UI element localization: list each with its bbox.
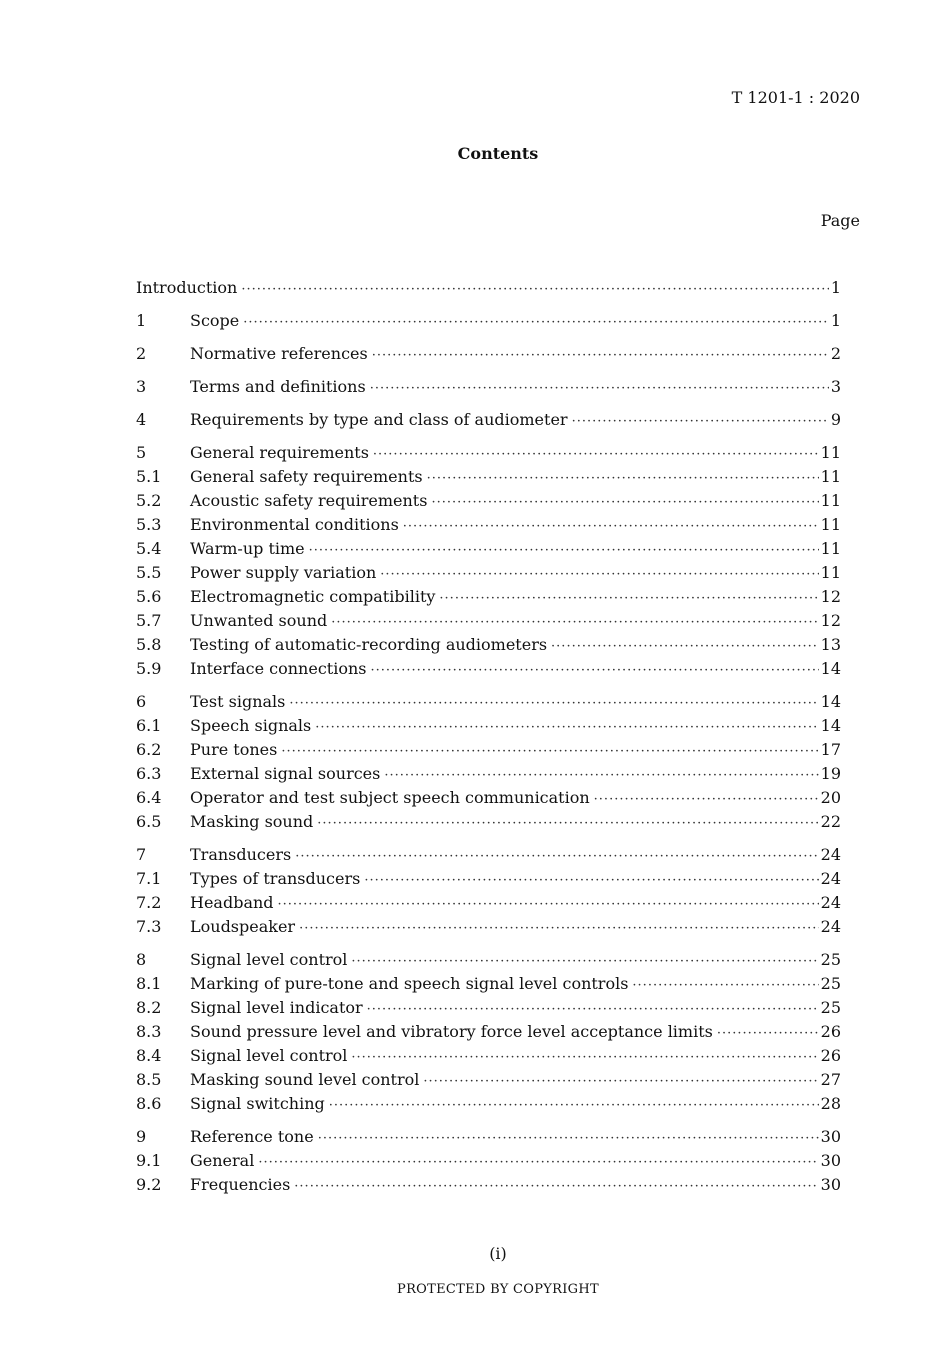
toc-entry-label: Signal switching: [190, 1094, 325, 1113]
toc-entry-label: Masking sound: [190, 812, 314, 831]
toc-entry-page: 11: [820, 539, 841, 558]
toc-entry-label: Masking sound level control: [190, 1070, 420, 1089]
toc-entry-number: 8.3: [136, 1022, 162, 1041]
toc-entry-label: Acoustic safety requirements: [190, 491, 428, 510]
toc-entry-number: 4: [136, 410, 147, 429]
toc-entry[interactable]: [136, 633, 841, 657]
toc-entry[interactable]: [136, 810, 841, 834]
toc-entry[interactable]: [136, 1020, 841, 1044]
toc-entry-page: 11: [820, 467, 841, 486]
toc-entry[interactable]: [136, 690, 841, 714]
toc-entry[interactable]: [136, 408, 841, 432]
toc-entry-number: 9.1: [136, 1151, 162, 1170]
toc-entry-page: 19: [820, 764, 841, 783]
toc-entry-page: 11: [820, 563, 841, 582]
toc-entry[interactable]: [136, 1125, 841, 1149]
toc-entry[interactable]: [136, 1044, 841, 1068]
toc-entry-page: 1: [830, 278, 841, 297]
toc-entry-page: 24: [820, 917, 841, 936]
toc-entry-label: Signal level control: [190, 1046, 348, 1065]
toc-entry-number: 8: [136, 950, 147, 969]
toc-entry-page: 25: [820, 998, 841, 1017]
toc-entry-page: 14: [820, 716, 841, 735]
toc-entry-page: 22: [820, 812, 841, 831]
toc-entry[interactable]: [136, 762, 841, 786]
toc-entry-label: Normative references: [190, 344, 368, 363]
dot-leader: [281, 740, 818, 764]
toc-entry-number: 6.3: [136, 764, 162, 783]
toc-entry-number: 8.4: [136, 1046, 162, 1065]
toc-entry-page: 30: [820, 1127, 841, 1146]
toc-entry-number: 5.3: [136, 515, 162, 534]
toc-entry-number: 9.2: [136, 1175, 162, 1194]
toc-entry-label: General requirements: [190, 443, 369, 462]
dot-leader: [289, 692, 818, 716]
toc-entry-number: 8.5: [136, 1070, 162, 1089]
toc-entry[interactable]: [136, 1092, 841, 1116]
dot-leader: [431, 491, 818, 515]
toc-entry-page: 11: [820, 443, 841, 462]
toc-entry-label: Pure tones: [190, 740, 278, 759]
toc-entry[interactable]: [136, 537, 841, 561]
toc-entry-page: 25: [820, 974, 841, 993]
toc-entry-number: 8.1: [136, 974, 162, 993]
dot-leader: [241, 278, 828, 302]
toc-entry-number: 5.5: [136, 563, 162, 582]
toc-entry-label: Sound pressure level and vibratory force level acceptance limits: [190, 1022, 713, 1041]
page-column-label: Page: [820, 211, 860, 230]
toc-entry[interactable]: [136, 915, 841, 939]
toc-entry[interactable]: [136, 489, 841, 513]
dot-leader: [331, 611, 818, 635]
dot-leader: [351, 950, 818, 974]
toc-entry-label: Loudspeaker: [190, 917, 296, 936]
toc-entry-number: 3: [136, 377, 147, 396]
dot-leader: [299, 917, 819, 941]
toc-entry-number: 6.1: [136, 716, 162, 735]
toc-entry[interactable]: [136, 1068, 841, 1092]
toc-entry[interactable]: [136, 972, 841, 996]
toc-entry-label: External signal sources: [190, 764, 381, 783]
toc-entry-label: Unwanted sound: [190, 611, 328, 630]
toc-entry-label: Speech signals: [190, 716, 312, 735]
toc-entry-number: 5.7: [136, 611, 162, 630]
dot-leader: [364, 869, 818, 893]
copyright-notice: PROTECTED BY COPYRIGHT: [397, 1282, 599, 1297]
toc-entry-page: 20: [820, 788, 841, 807]
toc-entry-label: Warm-up time: [190, 539, 305, 558]
toc-entry-label: Test signals: [190, 692, 286, 711]
document-code: T 1201-1 : 2020: [731, 88, 860, 107]
toc-entry-label: Terms and definitions: [190, 377, 366, 396]
dot-leader: [632, 974, 818, 998]
toc-entry-page: 26: [820, 1022, 841, 1041]
dot-leader: [380, 563, 818, 587]
toc-entry[interactable]: [136, 441, 841, 465]
toc-entry[interactable]: [136, 609, 841, 633]
toc-entry-number: 8.6: [136, 1094, 162, 1113]
dot-leader: [423, 1070, 818, 1094]
toc-entry[interactable]: [136, 738, 841, 762]
toc-entry-number: 5.8: [136, 635, 162, 654]
table-of-contents: [136, 276, 841, 1197]
toc-entry-number: 6.4: [136, 788, 162, 807]
toc-entry-page: 25: [820, 950, 841, 969]
toc-entry-number: 2: [136, 344, 147, 363]
dot-leader: [370, 659, 818, 683]
toc-entry-number: 7.3: [136, 917, 162, 936]
toc-entry-label: Interface connections: [190, 659, 367, 678]
toc-entry-label: Signal level indicator: [190, 998, 363, 1017]
toc-entry-number: 7.2: [136, 893, 162, 912]
toc-entry-label: Marking of pure-tone and speech signal level controls: [190, 974, 629, 993]
toc-entry-page: 13: [820, 635, 841, 654]
toc-entry-page: 24: [820, 869, 841, 888]
toc-entry-page: 30: [820, 1175, 841, 1194]
toc-entry[interactable]: [136, 1173, 841, 1197]
toc-entry-label: Frequencies: [190, 1175, 291, 1194]
toc-entry-label: Transducers: [190, 845, 292, 864]
toc-entry-number: 5.2: [136, 491, 162, 510]
toc-entry-number: 5.4: [136, 539, 162, 558]
toc-entry-number: 5.6: [136, 587, 162, 606]
dot-leader: [315, 716, 818, 740]
toc-entry-number: 6: [136, 692, 147, 711]
dot-leader: [427, 467, 819, 491]
toc-entry[interactable]: [136, 465, 841, 489]
toc-entry-label: Testing of automatic-recording audiometers: [190, 635, 548, 654]
toc-entry-page: 24: [820, 845, 841, 864]
dot-leader: [329, 1094, 819, 1118]
dot-leader: [243, 311, 829, 335]
toc-entry-page: 17: [820, 740, 841, 759]
toc-entry-page: 3: [830, 377, 841, 396]
toc-entry-label: Introduction: [136, 278, 238, 297]
dot-leader: [294, 1175, 818, 1199]
dot-leader: [317, 812, 818, 836]
page-folio: (i): [489, 1244, 507, 1263]
toc-entry-page: 14: [820, 692, 841, 711]
toc-entry[interactable]: [136, 561, 841, 585]
toc-entry-label: Reference tone: [190, 1127, 314, 1146]
toc-entry-label: General: [190, 1151, 255, 1170]
toc-entry-page: 28: [820, 1094, 841, 1113]
toc-entry-page: 9: [830, 410, 841, 429]
toc-entry-number: 1: [136, 311, 147, 330]
toc-entry-label: General safety requirements: [190, 467, 423, 486]
toc-entry-number: 5.1: [136, 467, 162, 486]
dot-leader: [594, 788, 819, 812]
toc-entry[interactable]: [136, 996, 841, 1020]
dot-leader: [295, 845, 818, 869]
dot-leader: [370, 377, 829, 401]
toc-entry[interactable]: [136, 585, 841, 609]
toc-entry[interactable]: [136, 891, 841, 915]
dot-leader: [351, 1046, 818, 1070]
toc-entry-page: 27: [820, 1070, 841, 1089]
toc-entry-label: Requirements by type and class of audiometer: [190, 410, 568, 429]
dot-leader: [372, 344, 829, 368]
toc-entry-label: Operator and test subject speech communication: [190, 788, 590, 807]
toc-entry-number: 5.9: [136, 659, 162, 678]
toc-entry-page: 26: [820, 1046, 841, 1065]
dot-leader: [367, 998, 819, 1022]
page-title: Contents: [457, 144, 539, 163]
dot-leader: [717, 1022, 819, 1046]
toc-entry-page: 14: [820, 659, 841, 678]
toc-entry[interactable]: [136, 375, 841, 399]
toc-entry-page: 11: [820, 491, 841, 510]
toc-entry[interactable]: [136, 948, 841, 972]
toc-entry-page: 30: [820, 1151, 841, 1170]
toc-entry[interactable]: [136, 657, 841, 681]
toc-entry-page: 24: [820, 893, 841, 912]
toc-entry[interactable]: [136, 342, 841, 366]
toc-entry-page: 2: [830, 344, 841, 363]
toc-entry[interactable]: [136, 786, 841, 810]
toc-entry[interactable]: [136, 513, 841, 537]
toc-entry-label: Electromagnetic compatibility: [190, 587, 436, 606]
toc-entry[interactable]: [136, 867, 841, 891]
dot-leader: [572, 410, 829, 434]
toc-entry[interactable]: [136, 1149, 841, 1173]
toc-entry-label: Power supply variation: [190, 563, 377, 582]
toc-entry-number: 7.1: [136, 869, 162, 888]
toc-entry[interactable]: [136, 714, 841, 738]
toc-entry-label: Headband: [190, 893, 274, 912]
dot-leader: [309, 539, 819, 563]
dot-leader: [278, 893, 819, 917]
toc-entry-page: 12: [820, 587, 841, 606]
toc-entry-number: 5: [136, 443, 147, 462]
toc-entry-number: 6.2: [136, 740, 162, 759]
toc-entry-number: 9: [136, 1127, 147, 1146]
toc-entry[interactable]: [136, 309, 841, 333]
toc-entry[interactable]: [136, 843, 841, 867]
dot-leader: [384, 764, 818, 788]
dot-leader: [318, 1127, 819, 1151]
toc-entry-page: 12: [820, 611, 841, 630]
toc-entry-number: 8.2: [136, 998, 162, 1017]
toc-entry-page: 11: [820, 515, 841, 534]
toc-entry-number: 6.5: [136, 812, 162, 831]
toc-entry-label: Types of transducers: [190, 869, 361, 888]
dot-leader: [258, 1151, 818, 1175]
toc-entry-label: Signal level control: [190, 950, 348, 969]
dot-leader: [373, 443, 819, 467]
toc-entry-page: 1: [830, 311, 841, 330]
toc-entry-introduction[interactable]: [136, 276, 841, 300]
dot-leader: [439, 587, 818, 611]
toc-entry-number: 7: [136, 845, 147, 864]
toc-entry-label: Scope: [190, 311, 240, 330]
dot-leader: [403, 515, 819, 539]
toc-entry-label: Environmental conditions: [190, 515, 399, 534]
dot-leader: [551, 635, 819, 659]
